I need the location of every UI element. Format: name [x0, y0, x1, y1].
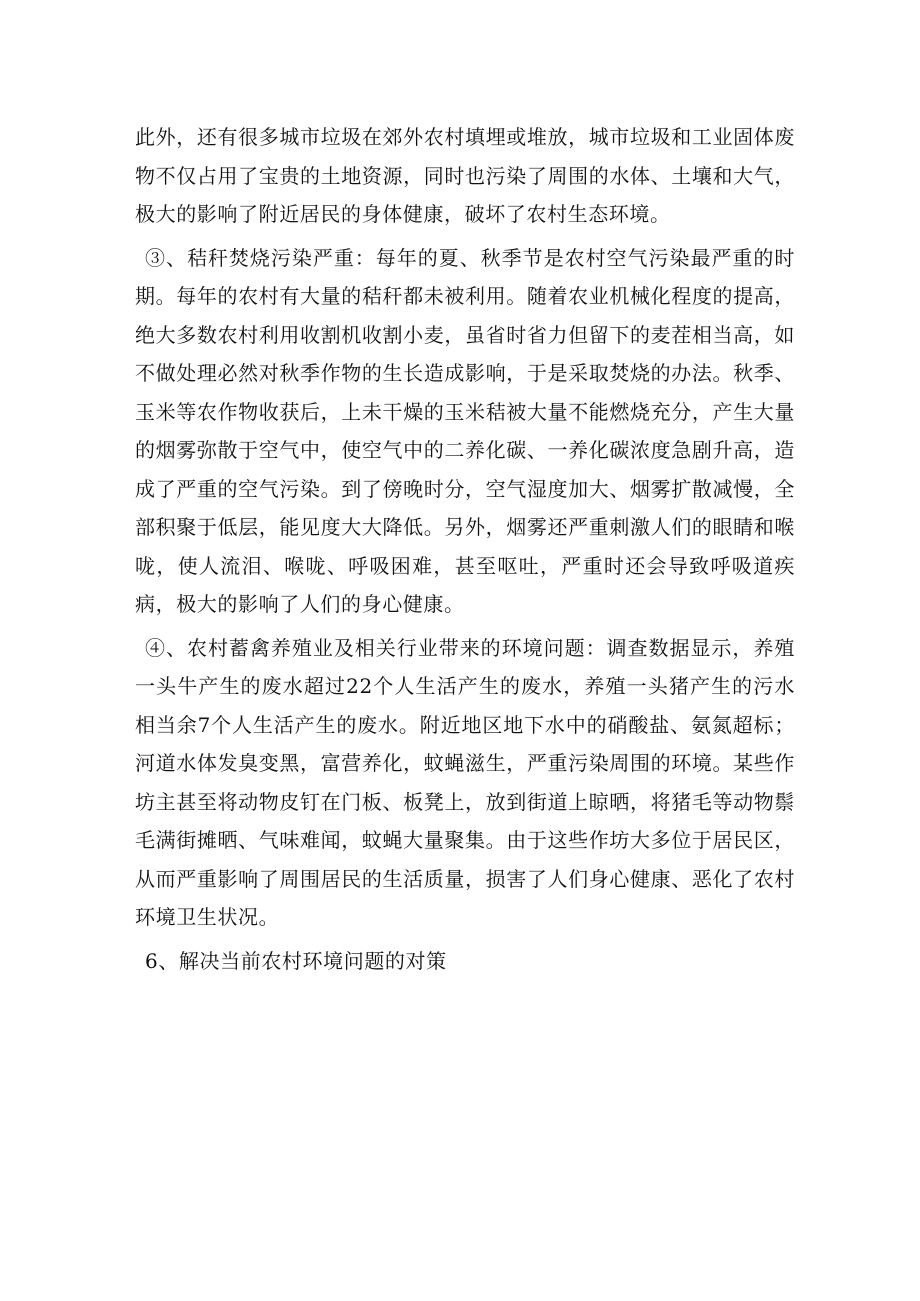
paragraph-straw-burning: ③、秸秆焚烧污染严重：每年的夏、秋季节是农村空气污染最严重的时期。每年的农村有大量的秸秆都未被利用。随着农业机械化程度的提高，绝大多数农村利用收割机收割小麦，虽省时省力但留下的麦茬相当高，如不做处理必然对秋季作物的生长造成影响，于是采取焚烧的办法。秋季、玉米等农作物收获后，上未干燥的玉米秸被大量不能燃烧充分，产生大量的烟雾弥散于空气中，使空气中的二养化碳、一养化碳浓度急剧升高，造成了严重的空气污染。到了傍晚时分，空气湿度加大、烟雾扩散减慢，全部积聚于低层，能见度大大降低。另外，烟雾还严重刺激人们的眼睛和喉咙，使人流泪、喉咙、呼吸困难，甚至呕吐，严重时还会导致呼吸道疾病，极大的影响了人们的身心健康。 — [135, 245, 795, 616]
document-page — [135, 118, 795, 980]
paragraph-urban-waste: 此外，还有很多城市垃圾在郊外农村填埋或堆放，城市垃圾和工业固体废物不仅占用了宝贵的土地资源，同时也污染了周围的水体、土壤和大气，极大的影响了附近居民的身体健康，破坏了农村生态环境。 — [135, 125, 795, 226]
section-heading-countermeasures: 6、解决当前农村环境问题的对策 — [145, 948, 447, 973]
paragraph-livestock-farming: ④、农村蓄禽养殖业及相关行业带来的环境问题：调查数据显示，养殖一头牛产生的废水超过22个人生活产生的废水，养殖一头猪产生的污水相当余7个人生活产生的废水。附近地区地下水中的硝酸盐、氨氮超标；河道水体发臭变黑，富营养化，蚊蝇滋生，严重污染周围的环境。某些作坊主甚至将动物皮钉在门板、板凳上，放到街道上晾晒，将猪毛等动物鬃毛满街摊晒、气味难闻，蚊蝇大量聚集。由于这些作坊大多位于居民区，从而严重影响了周围居民的生活质量，损害了人们身心健康、恶化了农村环境卫生状况。 — [135, 635, 795, 929]
